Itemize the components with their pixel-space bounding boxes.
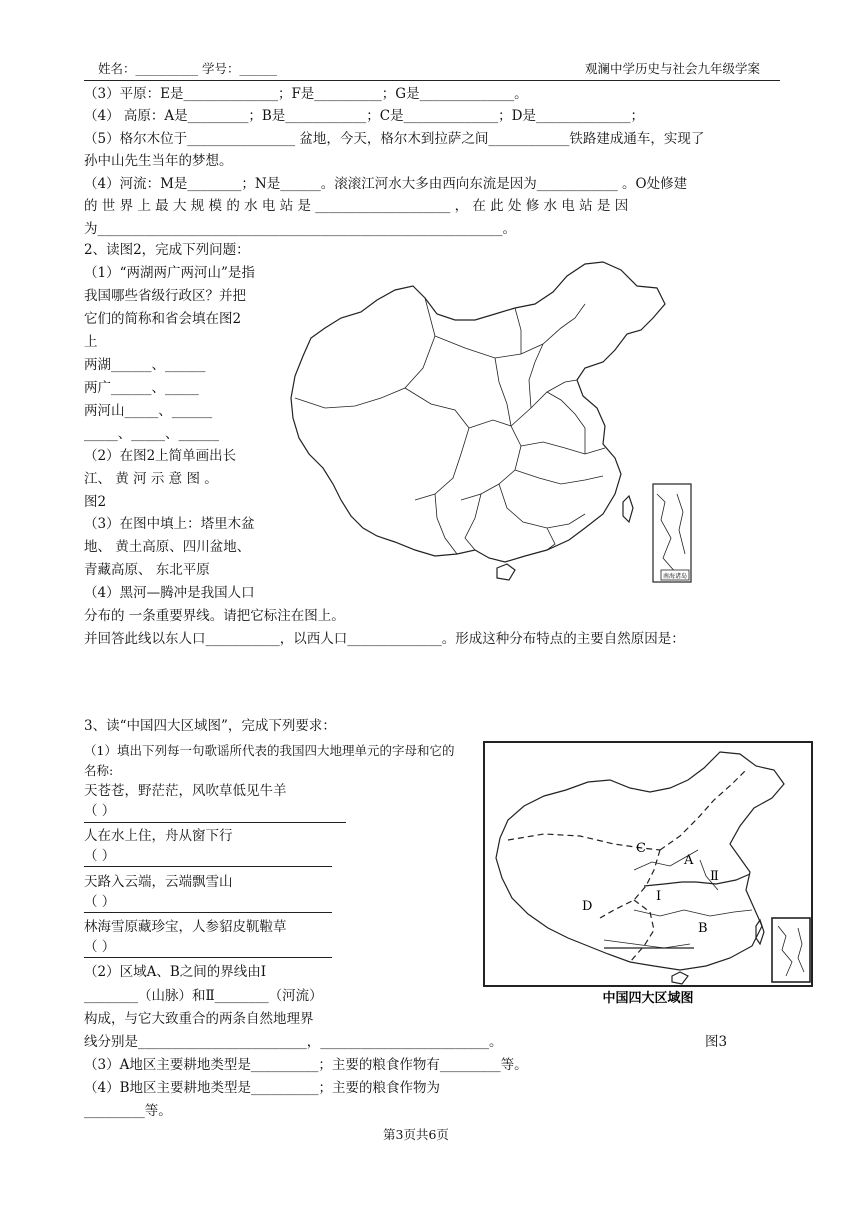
q3-song-3-answer: （ ） bbox=[84, 894, 116, 910]
boundary-label-i: Ⅰ bbox=[656, 889, 662, 904]
china-province-map bbox=[285, 258, 690, 590]
q3-figure-label: 图3 bbox=[705, 1034, 728, 1050]
q2-two-hu: 两湖______、______ bbox=[84, 357, 206, 373]
q1-rivers-line-2: 的 世 界 上 最 大 规 模 的 水 电 站 是 ____________________ ， 在 此 处 修 水 电 站 是 因 bbox=[84, 198, 629, 214]
q2-part1-line3: 它们的简称和省会填在图2 bbox=[84, 311, 242, 327]
q2-part2-line1: （2）在图2上简单画出长 bbox=[84, 448, 237, 464]
q2-part2-line2: 江、 黄 河 示 意 图 。 bbox=[84, 471, 218, 487]
q3-song-1-answer: （ ） bbox=[84, 803, 116, 819]
q2-part4-line3: 并回答此线以东人口___________，以西人口______________。形成这种分布特点的主要自然原因是： bbox=[84, 631, 685, 647]
q1-rivers-line: （4）河流：M是________；N是______。滚滚江河水大多由西向东流是因为____________ 。O处修建 bbox=[84, 176, 688, 192]
q3-part3: （3）A地区主要耕地类型是__________；主要的粮食作物有_________等。 bbox=[84, 1057, 528, 1073]
q3-song-3: 天路入云端，云端飘雪山 bbox=[84, 874, 233, 890]
header-student-info: 姓名：__________ 学号：______ bbox=[98, 61, 277, 76]
q3-song-3-line bbox=[84, 912, 332, 913]
q3-song-4-line bbox=[84, 957, 332, 958]
q3-part4-line2: _________等。 bbox=[84, 1103, 172, 1119]
q2-part4-line1: （4）黑河—腾冲是我国人口 bbox=[84, 585, 255, 601]
q2-part3-line3: 青藏高原、 东北平原 bbox=[84, 562, 210, 578]
q1-golmud-line: （5）格尔木位于________________ 盆地，今天，格尔木到拉萨之间____________铁路建成通车，实现了 bbox=[84, 131, 705, 147]
q3-song-2-line bbox=[84, 866, 332, 867]
q2-part1-line1: （1）“两湖两广两河山”是指 bbox=[84, 265, 255, 281]
q1-rivers-line-3: 为____________________________________________________________。 bbox=[84, 221, 516, 237]
q3-part4-line1: （4）B地区主要耕地类型是__________；主要的粮食作物为 bbox=[84, 1080, 441, 1096]
q1-golmud-line-2: 孙中山先生当年的梦想。 bbox=[84, 153, 233, 169]
q3-part2-line1: （2）区域A、B之间的界线由Ⅰ bbox=[84, 964, 267, 980]
q1-plains-line: （3）平原：E是______________；F是__________；G是______________。 bbox=[84, 86, 528, 102]
q3-part1-line2: 名称: bbox=[84, 763, 114, 778]
q2-part4-line2: 分布的 一条重要界线。请把它标注在图上。 bbox=[84, 608, 345, 624]
region-label-b: B bbox=[698, 921, 708, 936]
q1-plateaus-line: （4） 高原：A是_________；B是____________；C是______________；D是______________； bbox=[84, 108, 644, 124]
q2-title: 2、读图2，完成下列问题： bbox=[84, 242, 250, 258]
header-rule bbox=[84, 80, 780, 81]
q3-song-1: 天苍苍，野茫茫，风吹草低见牛羊 bbox=[84, 783, 287, 799]
header-school-title: 观澜中学历史与社会九年级学案 bbox=[585, 61, 761, 76]
q2-two-guang: 两广______、_____ bbox=[84, 380, 199, 396]
q2-part1-line2: 我国哪些省级行政区？并把 bbox=[84, 288, 246, 304]
q3-song-4: 林海雪原藏珍宝，人参貂皮靰鞡草 bbox=[84, 919, 287, 935]
q2-part3-line2: 地、 黄土高原、四川盆地、 bbox=[84, 539, 251, 555]
q2-figure-label: 图2 bbox=[84, 494, 107, 510]
q3-song-2: 人在水上住，舟从窗下行 bbox=[84, 828, 233, 844]
four-regions-map bbox=[484, 740, 814, 1014]
region-label-d: D bbox=[582, 899, 593, 914]
inset-label: 南海诸岛 bbox=[662, 573, 688, 580]
q3-title: 3、读“中国四大区域图”，完成下列要求： bbox=[84, 718, 336, 734]
q2-part3-line1: （3）在图中填上：塔里木盆 bbox=[84, 516, 255, 532]
q3-song-1-line bbox=[84, 822, 346, 823]
q3-part2-line2: ________（山脉）和Ⅱ________（河流） bbox=[84, 988, 323, 1004]
q2-two-he-shan: 两河山_____、______ bbox=[84, 403, 213, 419]
region-label-c: C bbox=[636, 841, 646, 856]
q3-song-2-answer: （ ） bbox=[84, 848, 116, 864]
map-caption: 中国四大区域图 bbox=[602, 991, 694, 1006]
q3-song-4-answer: （ ） bbox=[84, 939, 116, 955]
q2-two-he-shan-2: _____、_____、______ bbox=[84, 426, 219, 442]
boundary-label-ii: Ⅱ bbox=[710, 869, 719, 884]
q3-part1-line1: （1）填出下列每一句歌谣所代表的我国四大地理单元的字母和它的 bbox=[84, 743, 455, 758]
q2-part1-line4: 上 bbox=[84, 334, 98, 350]
page-number: 第3页共6页 bbox=[383, 1127, 449, 1142]
q3-part2-line3: 构成，与它大致重合的两条自然地理界 bbox=[84, 1011, 314, 1027]
region-label-a: A bbox=[684, 853, 694, 868]
q3-part2-line4: 线分别是_________________________，_________________________。 bbox=[84, 1034, 503, 1050]
